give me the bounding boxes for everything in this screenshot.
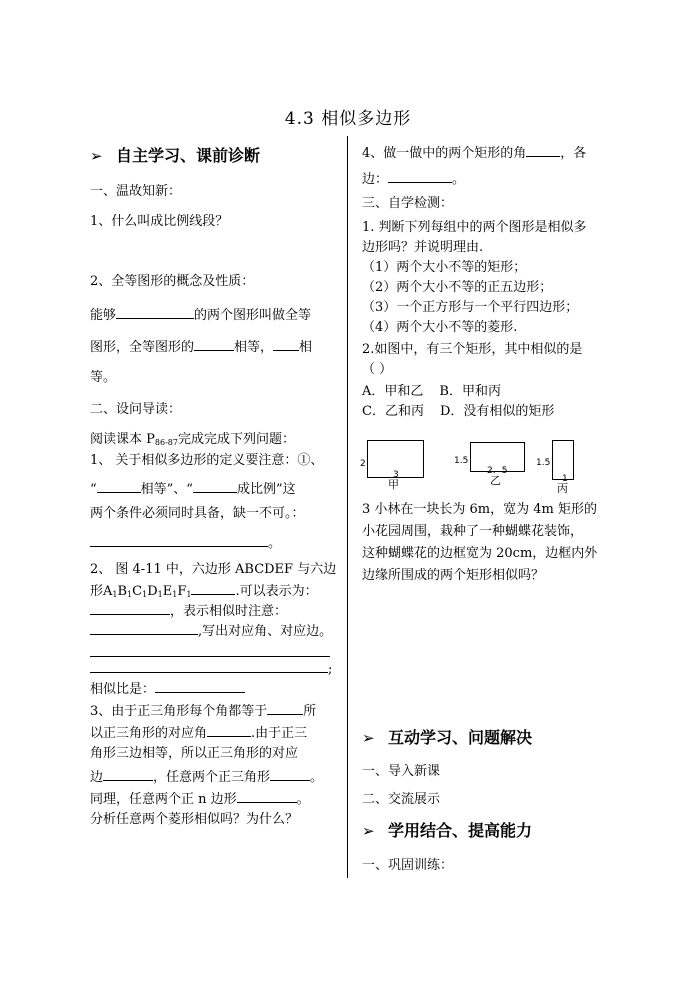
question-2-line-a: 能够 的两个图形叫做全等	[90, 304, 311, 326]
test-2-question: 2.如图中，有三个矩形，其中相似的是	[362, 342, 583, 357]
blank[interactable]	[193, 478, 237, 493]
guide-3-line-b: 以正三角形的对应角 .由于正三	[90, 722, 307, 744]
rect-yi-width-label: 2．5	[487, 466, 508, 476]
test-3-line-c: 这种蝴蝶花的边框宽为 20cm，边框内外	[362, 546, 598, 561]
blank[interactable]	[207, 722, 251, 737]
subsection-consolidation: 一、巩固训练：	[362, 858, 454, 873]
guide-1-line-b: “ 相等”、“ 成比例”这	[90, 478, 296, 500]
blank[interactable]	[90, 532, 268, 547]
blank[interactable]	[237, 788, 297, 803]
question-2: 2、全等图形的概念及性质：	[90, 274, 255, 289]
section-heading-interactive: ➢ 互动学习、问题解决	[362, 728, 533, 747]
subsection-guided-reading: 二、设问导读：	[90, 402, 182, 417]
rect-bing-height-label: 1.5	[536, 458, 551, 468]
test-1-item-4: （4）两个大小不等的菱形.	[362, 320, 518, 335]
subsection-review: 一、温故知新：	[90, 184, 182, 199]
guide-1-line-d: 。	[90, 532, 281, 554]
guide-2-line-g: 相似比是：	[90, 678, 245, 700]
rect-bing-width-label: 1	[562, 474, 568, 484]
guide-2-line-d: ,写出对应角、对应边。	[90, 620, 332, 642]
test-2-options-ab	[362, 382, 501, 402]
blank[interactable]	[116, 304, 194, 319]
guide-3-line-a: 3、由于正三角形每个角都等于 所	[90, 700, 316, 722]
guide-3-line-e: 同理，任意两个正 n 边形 。	[90, 788, 310, 810]
blank[interactable]	[97, 478, 141, 493]
blank[interactable]	[90, 658, 328, 673]
blank[interactable]	[273, 336, 299, 351]
rect-yi-height-label: 1.5	[454, 456, 469, 466]
rect-yi-name: 乙	[490, 474, 501, 487]
blank[interactable]	[526, 142, 560, 157]
question-2-line-c: 等。	[90, 370, 117, 385]
test-1-item-3: （3）一个正方形与一个平行四边形；	[362, 300, 579, 315]
guide-2-line-b: 形$A_1B_1C_1D_1E_1F_1$ .可以表示为：	[90, 580, 318, 605]
blank[interactable]	[90, 600, 170, 615]
blank[interactable]	[191, 580, 235, 595]
test-3-line-b: 小花园周围，栽种了一种蝴蝶花装饰，	[362, 524, 584, 539]
test-1-item-2: （2）两个大小不等的正五边形；	[362, 280, 553, 295]
page-title: 4.3 相似多边形	[284, 109, 412, 129]
blank[interactable]	[90, 620, 198, 635]
test-1-line-a: 1. 判断下列每组中的两个图形是相似多	[362, 220, 587, 235]
arrow-bullet-icon: ➢	[90, 147, 103, 165]
test-1-line-b: 边形吗？并说明理由.	[362, 240, 484, 255]
option-a[interactable]: A．甲和乙	[362, 384, 424, 399]
question-2-line-b: 图形，全等图形的 相等， 相	[90, 336, 312, 358]
test-1-item-1: （1）两个大小不等的矩形；	[362, 260, 527, 275]
blank[interactable]	[194, 336, 234, 351]
column-divider	[347, 136, 348, 878]
subsection-introduction: 一、导入新课	[362, 764, 441, 779]
blank[interactable]	[155, 678, 245, 693]
answer-line[interactable]	[90, 656, 330, 657]
arrow-bullet-icon: ➢	[362, 729, 375, 747]
test-2-answer-paren: （ ）	[362, 362, 393, 377]
rect-jia-width-label: 3	[393, 470, 399, 480]
guide-2-line-f: ;	[90, 658, 332, 680]
question-4-line-a: 4、做一做中的两个矩形的角 ，各	[362, 142, 586, 164]
option-d[interactable]: D．没有相似的矩形	[439, 404, 555, 419]
guide-2-line-c: ，表示相似时注意：	[90, 600, 287, 622]
test-2-options-cd	[362, 402, 554, 422]
option-c[interactable]: C．乙和丙	[362, 404, 424, 419]
blank[interactable]	[267, 700, 303, 715]
guide-1-line-a: 1、 关于相似多边形的定义要注意：①、	[90, 453, 324, 468]
rect-jia-name: 甲	[388, 478, 399, 491]
subsection-exchange: 二、交流展示	[362, 792, 441, 807]
test-3-line-a: 3 小林在一块长为 6m，宽为 4m 矩形的	[362, 502, 597, 517]
subsection-self-check: 三、自学检测：	[362, 196, 454, 211]
section-heading-practice: ➢ 学用结合、提高能力	[362, 821, 533, 840]
arrow-bullet-icon: ➢	[362, 822, 375, 840]
question-4-line-b: 边： 。	[362, 168, 465, 190]
rect-jia-height-label: 2	[360, 459, 366, 469]
guide-3-line-c: 角形三边相等，所以正三角形的对应	[90, 746, 299, 761]
guide-3-line-f: 分析任意两个菱形相似吗？为什么？	[90, 812, 299, 827]
guide-3-line-d: 边 ，任意两个正三角形 。	[90, 766, 323, 788]
reading-instruction: 阅读课本 $P_{86-87}$完成完成下列问题：	[90, 432, 295, 447]
blank[interactable]	[388, 168, 452, 183]
rect-bing-name: 丙	[557, 482, 568, 495]
section-heading-self-study: ➢ 自主学习、课前诊断	[90, 146, 261, 165]
blank[interactable]	[103, 766, 153, 781]
question-1: 1、什么叫成比例线段？	[90, 214, 229, 229]
guide-2-line-a: 2、 图 4-11 中，六边形 ABCDEF 与六边	[90, 562, 337, 577]
blank[interactable]	[270, 766, 310, 781]
option-b[interactable]: B．甲和丙	[439, 384, 501, 399]
test-3-line-d: 边缘所围成的两个矩形相似吗？	[362, 568, 545, 583]
guide-1-line-c: 两个条件必须同时具备，缺一不可。：	[90, 506, 305, 521]
